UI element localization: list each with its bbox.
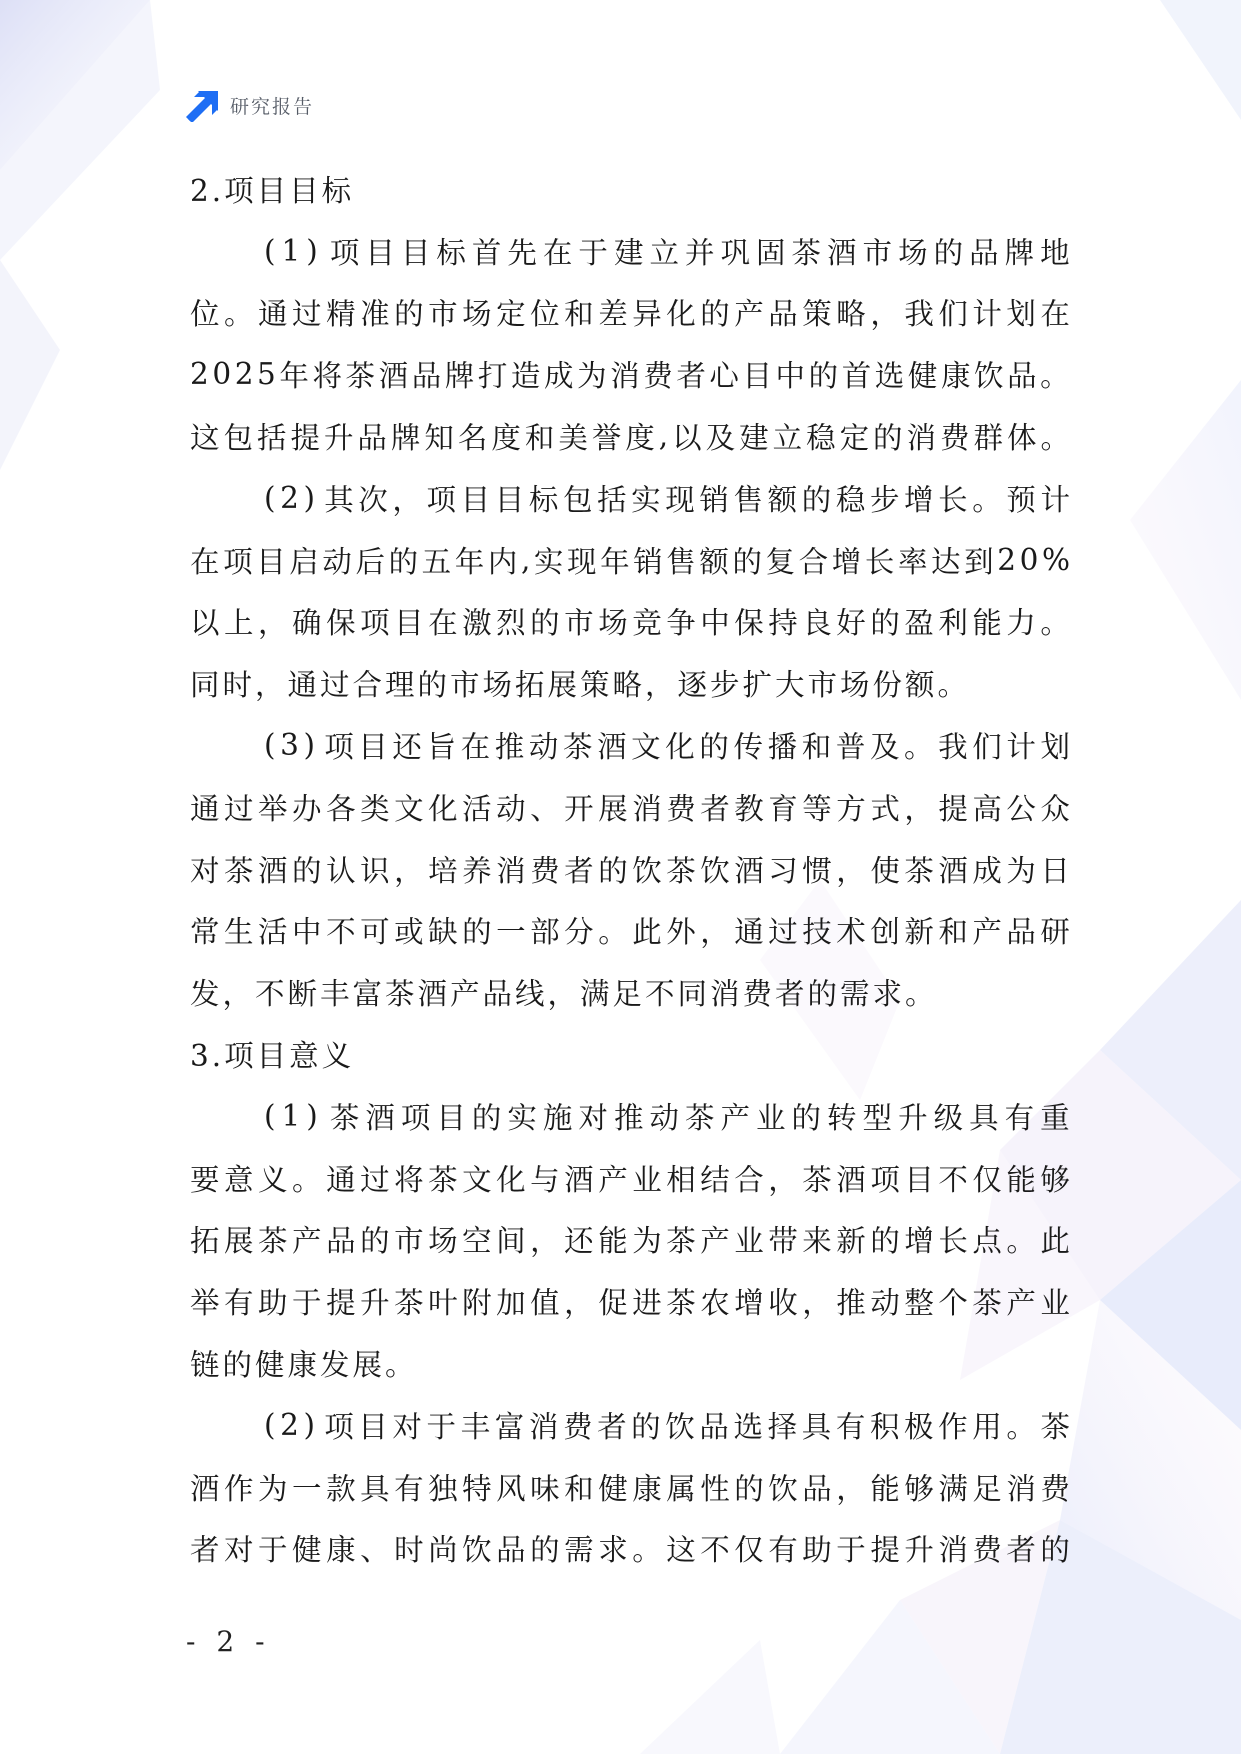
text-line: ( 2 ) 其 次 ， 项 目 目 标 包 括 实 现 销 售 额 的 稳 步 增 长 。 预 计 [264, 480, 1070, 517]
text-line: ( 3 ) 项 目 还 旨 在 推 动 茶 酒 文 化 的 传 播 和 普 及 。 我 们 计 划 [264, 728, 1070, 765]
text-line: ( 1 ) 项 目 目 标 首 先 在 于 建 立 并 巩 固 茶 酒 市 场 的 品 牌 地 [264, 233, 1070, 270]
header-title: 研究报告 [230, 95, 315, 118]
section-heading: 3.项目意义 [190, 1039, 355, 1074]
text-line: 链的健康发展。 [190, 1348, 418, 1383]
text-line: ( 2 ) 项 目 对 于 丰 富 消 费 者 的 饮 品 选 择 具 有 积 极 作 用 。 茶 [264, 1407, 1070, 1444]
text-line: 举 有 助 于 提 升 茶 叶 附 加 值 ， 促 进 茶 农 增 收 ， 推 动 整 个 茶 产 业 [190, 1286, 1070, 1321]
text-line: 通 过 举 办 各 类 文 化 活 动 、 开 展 消 费 者 教 育 等 方 式 ， 提 高 公 众 [190, 791, 1070, 826]
text-line: 拓 展 茶 产 品 的 市 场 空 间 ， 还 能 为 茶 产 业 带 来 新 的 增 长 点 。 此 [190, 1224, 1070, 1259]
text-line: 2 0 2 5 年 将 茶 酒 品 牌 打 造 成 为 消 费 者 心 目 中 的 首 选 健 康 饮 品 。 [190, 357, 1070, 394]
text-line: 这 包 括 提 升 品 牌 知 名 度 和 美 誉 度 , 以 及 建 立 稳 定 的 消 费 群 体 。 [190, 419, 1070, 456]
text-line: 对 茶 酒 的 认 识 ， 培 养 消 费 者 的 饮 茶 饮 酒 习 惯 ， 使 茶 酒 成 为 日 [190, 853, 1070, 888]
text-line: ( 1 ) 茶 酒 项 目 的 实 施 对 推 动 茶 产 业 的 转 型 升 级 具 有 重 [264, 1098, 1070, 1135]
text-line: 发，不断丰富茶酒产品线，满足不同消费者的需求。 [190, 977, 938, 1012]
text-line: 酒 作 为 一 款 具 有 独 特 风 味 和 健 康 属 性 的 饮 品 ， 能 够 满 足 消 费 [190, 1471, 1070, 1506]
text-line: 以 上 ， 确 保 项 目 在 激 烈 的 市 场 竞 争 中 保 持 良 好 的 盈 利 能 力 。 [190, 606, 1070, 641]
text-line: 要 意 义 。 通 过 将 茶 文 化 与 酒 产 业 相 结 合 ， 茶 酒 项 目 不 仅 能 够 [190, 1162, 1070, 1197]
document-body [190, 158, 1070, 1579]
text-line: 同时，通过合理的市场拓展策略，逐步扩大市场份额。 [190, 668, 971, 703]
text-line: 位 。 通 过 精 准 的 市 场 定 位 和 差 异 化 的 产 品 策 略 ， 我 们 计 划 在 [190, 297, 1070, 332]
text-line: 者 对 于 健 康 、 时 尚 饮 品 的 需 求 。 这 不 仅 有 助 于 提 升 消 费 者 的 [190, 1533, 1070, 1568]
text-line: 在 项 目 启 动 后 的 五 年 内 , 实 现 年 销 售 额 的 复 合 增 长 率 达 到 2 0 % [190, 542, 1070, 579]
report-header [186, 88, 314, 122]
arrow-up-right-icon [186, 88, 220, 122]
text-line: 常 生 活 中 不 可 或 缺 的 一 部 分 。 此 外 ， 通 过 技 术 创 新 和 产 品 研 [190, 915, 1070, 950]
page-number: - 2 - [186, 1625, 271, 1658]
section-heading: 2.项目目标 [190, 173, 355, 208]
